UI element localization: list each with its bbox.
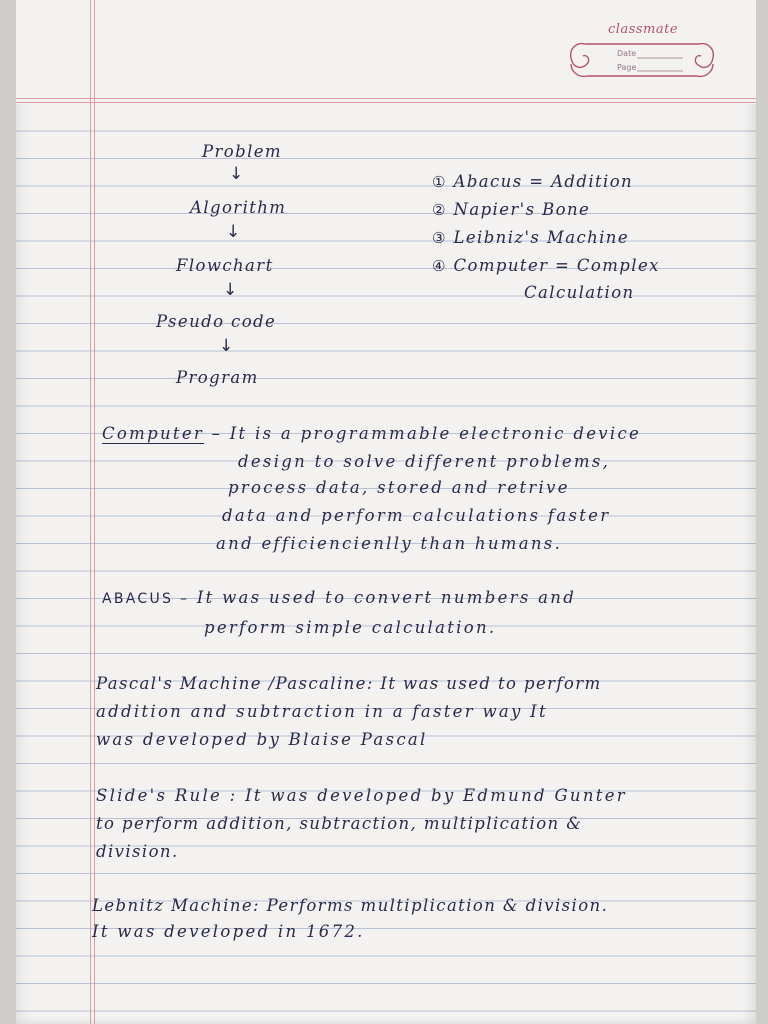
- notebook-page: [16, 0, 756, 1024]
- flow-step-problem: Problem: [202, 142, 282, 161]
- computer-definition-line: Computer – It is a programmable electronic device: [102, 424, 642, 443]
- abacus-line: perform simple calculation.: [204, 618, 497, 637]
- computer-definition-line: design to solve different problems,: [238, 452, 611, 471]
- computer-definition-line: data and perform calculations faster: [222, 506, 611, 525]
- margin-line-left-2: [94, 0, 95, 1024]
- computer-definition-line: process data, stored and retrive: [228, 478, 570, 497]
- number-2-icon: ②: [432, 201, 447, 219]
- down-arrow-icon: ↓: [223, 280, 238, 300]
- margin-line-top-2: [16, 102, 756, 103]
- scroll-ornament-icon: [567, 36, 717, 86]
- pascal-line: addition and subtraction in a faster way It: [96, 702, 548, 721]
- down-arrow-icon: ↓: [219, 336, 234, 356]
- slide-rule-line: to perform addition, subtraction, multiplication &: [96, 814, 583, 833]
- machine-item: ① Abacus = Addition: [432, 172, 634, 191]
- machine-item-continuation: Calculation: [524, 283, 635, 302]
- flow-step-program: Program: [176, 368, 259, 387]
- margin-line-top: [16, 98, 756, 99]
- term-computer: Computer: [102, 424, 205, 443]
- pascal-line: was developed by Blaise Pascal: [96, 730, 428, 749]
- term-abacus: ABACUS –: [102, 591, 190, 607]
- flow-step-flowchart: Flowchart: [176, 256, 274, 275]
- number-4-icon: ④: [432, 257, 447, 275]
- number-1-icon: ①: [432, 173, 447, 191]
- term-slide-rule: Slide's Rule: [96, 786, 223, 805]
- slide-rule-line: Slide's Rule : It was developed by Edmund Gunter: [96, 786, 627, 805]
- brand-logo: classmate: [608, 22, 679, 37]
- machine-item: ③ Leibniz's Machine: [432, 228, 629, 247]
- flow-step-algorithm: Algorithm: [190, 198, 287, 217]
- page-label: Page: [617, 63, 637, 72]
- margin-line-left: [90, 0, 91, 1024]
- slide-rule-line: division.: [96, 842, 179, 861]
- date-label: Date: [617, 49, 637, 58]
- flow-step-pseudo-code: Pseudo code: [156, 312, 277, 331]
- abacus-line: ABACUS – It was used to convert numbers and: [102, 588, 577, 607]
- leibniz-line: Lebnitz Machine: Performs multiplication & division.: [92, 896, 609, 915]
- date-page-box: [567, 36, 717, 86]
- number-3-icon: ③: [432, 229, 447, 247]
- pascal-line: Pascal's Machine /Pascaline: It was used to perform: [96, 674, 602, 693]
- computer-definition-line: and efficiencienlly than humans.: [216, 534, 563, 553]
- machine-item: ② Napier's Bone: [432, 200, 591, 219]
- down-arrow-icon: ↓: [229, 164, 244, 184]
- down-arrow-icon: ↓: [226, 222, 241, 242]
- machine-item: ④ Computer = Complex: [432, 256, 660, 275]
- leibniz-line: It was developed in 1672.: [92, 922, 365, 941]
